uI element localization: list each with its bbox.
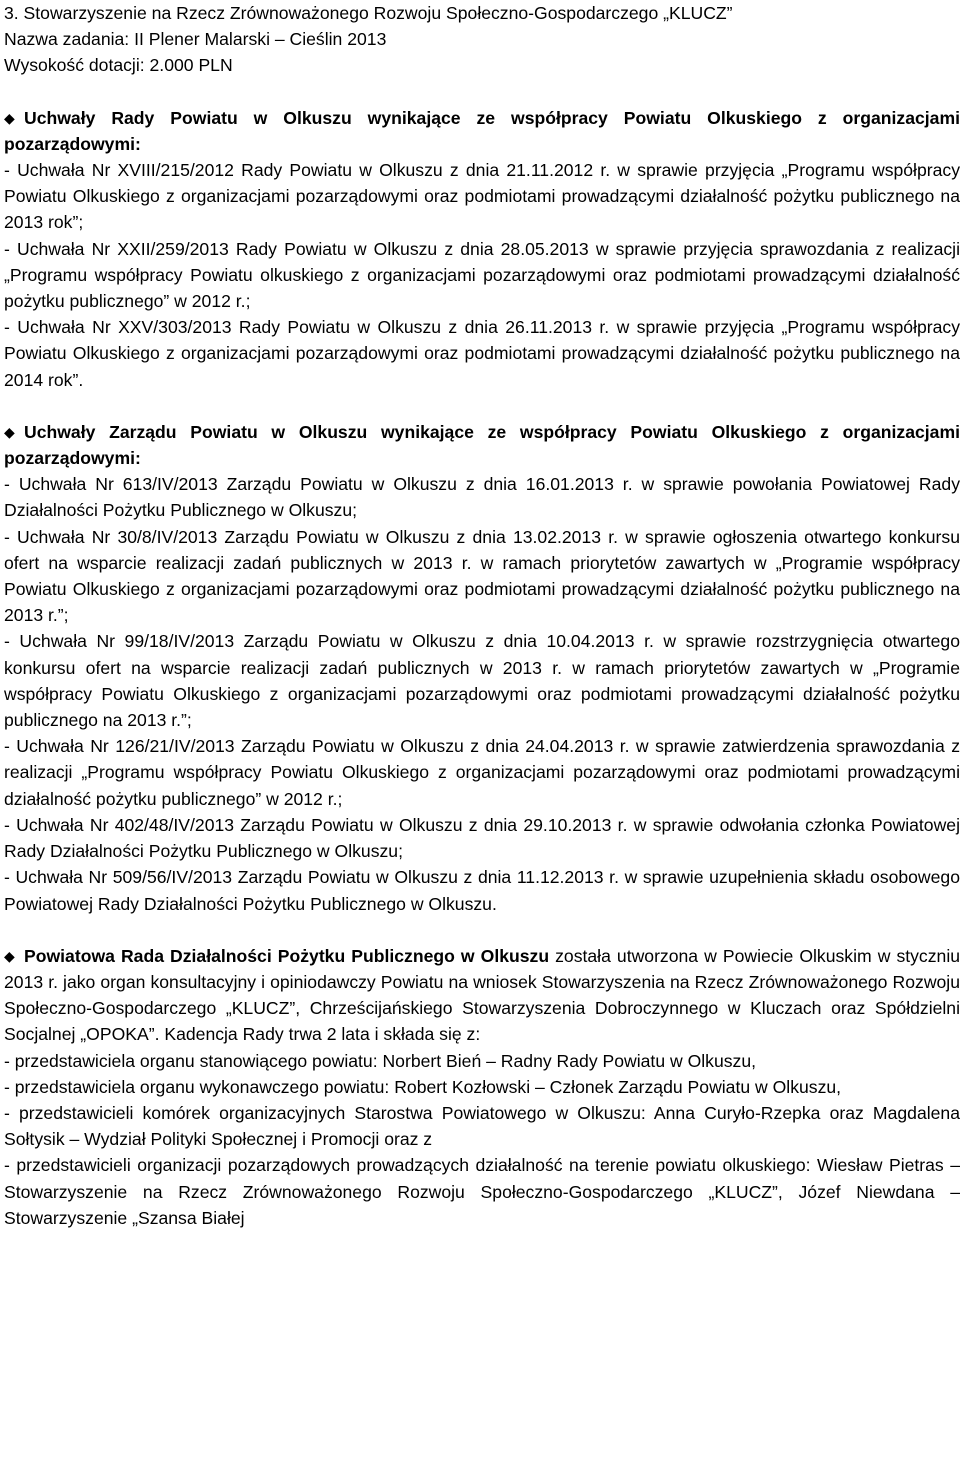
board-resolutions-heading xyxy=(4,419,960,471)
board-resolutions-heading-text: Uchwały Zarządu Powiatu w Olkuszu wynikające ze współpracy Powiatu Olkuskiego z organizacjami pozarządowymi: xyxy=(4,421,960,469)
board-resolution-item: - Uchwała Nr 30/8/IV/2013 Zarządu Powiatu w Olkuszu z dnia 13.02.2013 r. w sprawie ogłoszenia otwartego konkursu ofert na wsparcie realizacji zadań publicznych w 2013 r. w ramach priorytetów zawartych w „Programie współpracy Powiatu Olkuskiego z organizacjami pozarządowymi oraz podmiotami prowadzącymi działalność pożytku publicznego na 2013 r.”; xyxy=(4,526,960,626)
board-resolution-item: - Uchwała Nr 613/IV/2013 Zarządu Powiatu w Olkuszu z dnia 16.01.2013 r. w sprawie powołania Powiatowej Rady Działalności Pożytku Publicznego w Olkuszu; xyxy=(4,474,960,521)
spacer xyxy=(4,393,960,419)
council-resolution-item: - Uchwała Nr XXII/259/2013 Rady Powiatu w Olkuszu z dnia 28.05.2013 w sprawie przyjęcia sprawozdania z realizacji „Programu współpracy Powiatu olkuskiego z organizacjami pozarządowymi oraz podmiotami prowadzącymi działalność pożytku publicznego” w 2012 r.; xyxy=(4,238,960,312)
item-3-task-name: Nazwa zadania: II Plener Malarski – Cieślin 2013 xyxy=(4,29,387,50)
council-resolution-item: - Uchwała Nr XVIII/215/2012 Rady Powiatu w Olkuszu z dnia 21.11.2012 r. w sprawie przyjęcia „Programu współpracy Powiatu Olkuskiego z organizacjami pozarządowymi oraz podmiotami prowadzącymi działalność pożytku publicznego na 2013 rok”; xyxy=(4,160,960,233)
public-benefit-council-intro xyxy=(4,943,960,1048)
council-member-item: - przedstawiciela organu stanowiącego powiatu: Norbert Bień – Radny Rady Powiatu w Olkuszu, xyxy=(4,1050,757,1071)
council-resolutions-heading-text: Uchwały Rady Powiatu w Olkuszu wynikające ze współpracy Powiatu Olkuskiego z organizacjami pozarządowymi: xyxy=(4,107,960,154)
council-resolutions-section xyxy=(4,105,960,393)
item-3-title: 3. Stowarzyszenie na Rzecz Zrównoważonego Rozwoju Społeczno-Gospodarczego „KLUCZ” xyxy=(4,3,733,23)
item-3-grant-amount: Wysokość dotacji: 2.000 PLN xyxy=(4,55,233,76)
council-member-item: - przedstawicieli komórek organizacyjnych Starostwa Powiatowego w Olkuszu: Anna Curyło-Rzepka oraz Magdalena Sołtysik – Wydział Polityki Społecznej i Promocji oraz z xyxy=(4,1102,960,1150)
item-3-block xyxy=(4,0,960,79)
diamond-bullet-icon: ◆ xyxy=(4,109,15,126)
diamond-bullet-icon: ◆ xyxy=(4,423,15,440)
public-benefit-council-section xyxy=(4,943,960,1231)
board-resolution-item: - Uchwała Nr 126/21/IV/2013 Zarządu Powiatu w Olkuszu z dnia 24.04.2013 r. w sprawie zatwierdzenia sprawozdania z realizacji „Programu współpracy Powiatu Olkuskiego z organizacjami pozarządowymi oraz podmiotami prowadzącymi działalność pożytku publicznego” w 2012 r.; xyxy=(4,736,960,809)
council-resolutions-heading xyxy=(4,105,960,157)
board-resolution-item: - Uchwała Nr 99/18/IV/2013 Zarządu Powiatu w Olkuszu z dnia 10.04.2013 r. w sprawie rozstrzygnięcia otwartego konkursu ofert na wsparcie realizacji zadań publicznych w 2013 r. w ramach priorytetów zawartych w „Programie współpracy Powiatu Olkuskiego z organizacjami pozarządowymi oraz podmiotami prowadzącymi działalność pożytku publicznego na 2013 r.”; xyxy=(4,631,960,731)
spacer xyxy=(4,917,960,943)
public-benefit-council-intro-text: została utworzona w Powiecie Olkuskim w styczniu 2013 r. jako organ konsultacyjny i opiniodawczy Powiatu na wniosek Stowarzyszenia na Rzecz Zrównoważonego Rozwoju Społeczno-Gospodarczego „KLUCZ”, Chrześcijańskiego Stowarzyszenia Dobroczynnego w Kluczach oraz Spółdzielni Socjalnej „OPOKA”. Kadencja Rady trwa 2 lata i składa się z: xyxy=(4,945,960,1045)
diamond-bullet-icon: ◆ xyxy=(4,947,15,964)
board-resolution-item: - Uchwała Nr 509/56/IV/2013 Zarządu Powiatu w Olkuszu z dnia 11.12.2013 r. w sprawie uzupełnienia składu osobowego Powiatowej Rady Działalności Pożytku Publicznego w Olkuszu. xyxy=(4,867,960,914)
public-benefit-council-heading: Powiatowa Rada Działalności Pożytku Publicznego w Olkuszu xyxy=(24,945,550,966)
council-resolution-item: - Uchwała Nr XXV/303/2013 Rady Powiatu w Olkuszu z dnia 26.11.2013 r. w sprawie przyjęcia „Programu współpracy Powiatu Olkuskiego z organizacjami pozarządowymi oraz podmiotami prowadzącymi działalność pożytku publicznego na 2014 rok”. xyxy=(4,317,960,390)
board-resolution-item: - Uchwała Nr 402/48/IV/2013 Zarządu Powiatu w Olkuszu z dnia 29.10.2013 r. w sprawie odwołania członka Powiatowej Rady Działalności Pożytku Publicznego w Olkuszu; xyxy=(4,814,960,862)
council-member-item: - przedstawicieli organizacji pozarządowych prowadzących działalność na terenie powiatu olkuskiego: Wiesław Pietras – Stowarzyszenie na Rzecz Zrównoważonego Rozwoju Społeczno-Gospodarczego „KLUCZ”, Józef Niewdana – Stowarzyszenie „Szansa Białej xyxy=(4,1155,960,1228)
spacer xyxy=(4,79,960,105)
board-resolutions-section xyxy=(4,419,960,917)
council-member-item: - przedstawiciela organu wykonawczego powiatu: Robert Kozłowski – Członek Zarządu Powiatu w Olkuszu, xyxy=(4,1076,842,1097)
